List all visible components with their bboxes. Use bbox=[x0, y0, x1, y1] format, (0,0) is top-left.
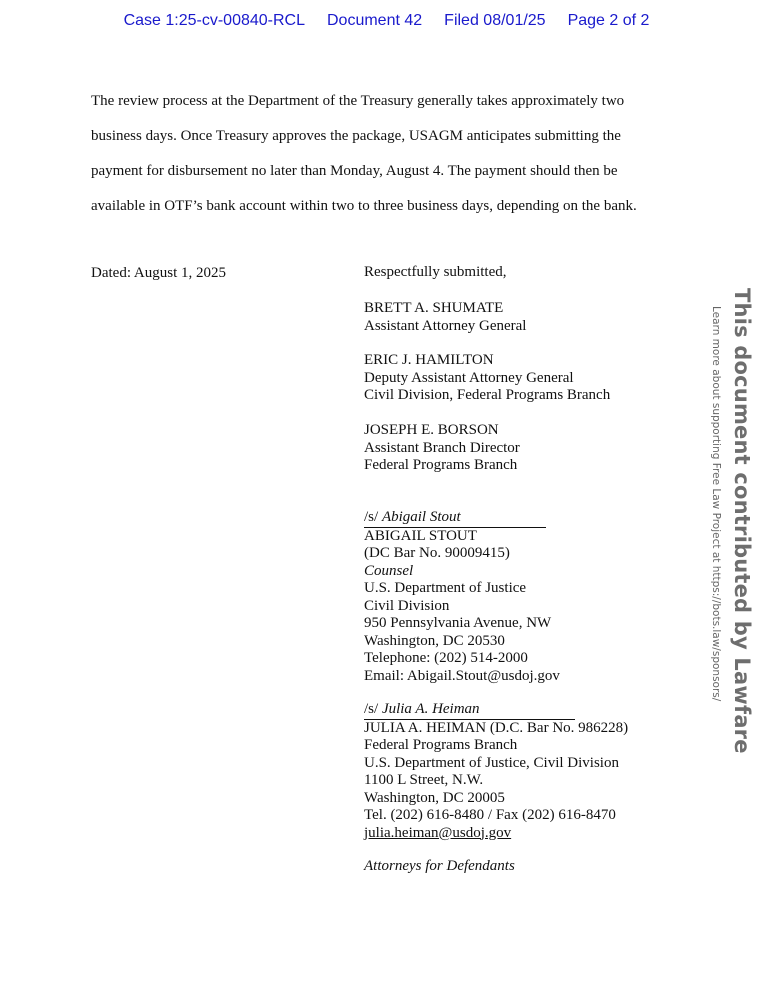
city-state-zip: Washington, DC 20005 bbox=[364, 789, 505, 806]
closing: Respectfully submitted, bbox=[364, 264, 507, 280]
branch: Federal Programs Branch bbox=[364, 737, 518, 753]
signatory-heiman bbox=[364, 701, 628, 842]
attorney-name: JULIA A. HEIMAN (D.C. Bar No. 986228) bbox=[364, 719, 629, 736]
signatory-title: Assistant Attorney General bbox=[364, 317, 527, 334]
attorneys-for-defendants: Attorneys for Defendants bbox=[364, 858, 515, 874]
telephone: Telephone: (202) 514-2000 bbox=[364, 650, 528, 666]
watermark-title: This document contributed by Lawfare bbox=[730, 288, 754, 754]
signatory-stout bbox=[364, 509, 560, 685]
page-number: Page 2 of 2 bbox=[567, 12, 650, 29]
attorney-role: Counsel bbox=[364, 562, 414, 579]
signature-line bbox=[364, 509, 546, 528]
attorney-name: ABIGAIL STOUT bbox=[364, 527, 477, 544]
ecf-header bbox=[0, 12, 773, 36]
email: Email: Abigail.Stout@usdoj.gov bbox=[364, 667, 560, 684]
street-address: 1100 L Street, N.W. bbox=[364, 772, 484, 788]
city-state-zip: Washington, DC 20530 bbox=[364, 632, 505, 649]
signature-prefix: /s/ bbox=[364, 509, 382, 525]
signatory-title: Deputy Assistant Attorney General bbox=[364, 369, 574, 386]
signatory-shumate bbox=[364, 300, 526, 335]
signatory-name: JOSEPH E. BORSON bbox=[364, 422, 499, 438]
watermark-subtitle[interactable]: Learn more about supporting Free Law Project at https://bots.law/sponsors/ bbox=[710, 306, 722, 702]
division: Civil Division bbox=[364, 597, 450, 614]
dated-line: Dated: August 1, 2025 bbox=[91, 265, 226, 281]
body-paragraph bbox=[91, 84, 691, 224]
body-line: available in OTF’s bank account within two to three business days, depending on the bank. bbox=[91, 198, 637, 214]
signature-block bbox=[364, 264, 506, 282]
lawfare-watermark bbox=[700, 288, 756, 754]
telephone-fax: Tel. (202) 616-8480 / Fax (202) 616-8470 bbox=[364, 807, 616, 823]
signature-prefix: /s/ bbox=[364, 701, 382, 717]
organization: U.S. Department of Justice, Civil Division bbox=[364, 754, 619, 771]
signatory-hamilton bbox=[364, 352, 610, 405]
email-link[interactable]: julia.heiman@usdoj.gov bbox=[364, 824, 512, 841]
bar-number: (DC Bar No. 90009415) bbox=[364, 545, 510, 561]
signatory-name: ERIC J. HAMILTON bbox=[364, 352, 494, 368]
case-number: Case 1:25-cv-00840-RCL bbox=[123, 12, 305, 29]
signature-name: Julia A. Heiman bbox=[381, 701, 480, 717]
document-number: Document 42 bbox=[327, 12, 423, 29]
body-line: business days. Once Treasury approves the package, USAGM anticipates submitting the bbox=[91, 128, 621, 144]
signature-line bbox=[364, 701, 575, 720]
signatory-title: Assistant Branch Director bbox=[364, 439, 520, 456]
filed-date: Filed 08/01/25 bbox=[444, 12, 546, 29]
organization: U.S. Department of Justice bbox=[364, 580, 527, 596]
signatory-name: BRETT A. SHUMATE bbox=[364, 300, 504, 316]
body-line: payment for disbursement no later than Monday, August 4. The payment should then be bbox=[91, 163, 618, 179]
street-address: 950 Pennsylvania Avenue, NW bbox=[364, 615, 552, 631]
signatory-division: Civil Division, Federal Programs Branch bbox=[364, 387, 611, 403]
signatory-branch: Federal Programs Branch bbox=[364, 457, 518, 473]
signature-name: Abigail Stout bbox=[381, 509, 461, 525]
body-line: The review process at the Department of the Treasury generally takes approximately two bbox=[91, 93, 625, 109]
signatory-borson bbox=[364, 422, 520, 475]
